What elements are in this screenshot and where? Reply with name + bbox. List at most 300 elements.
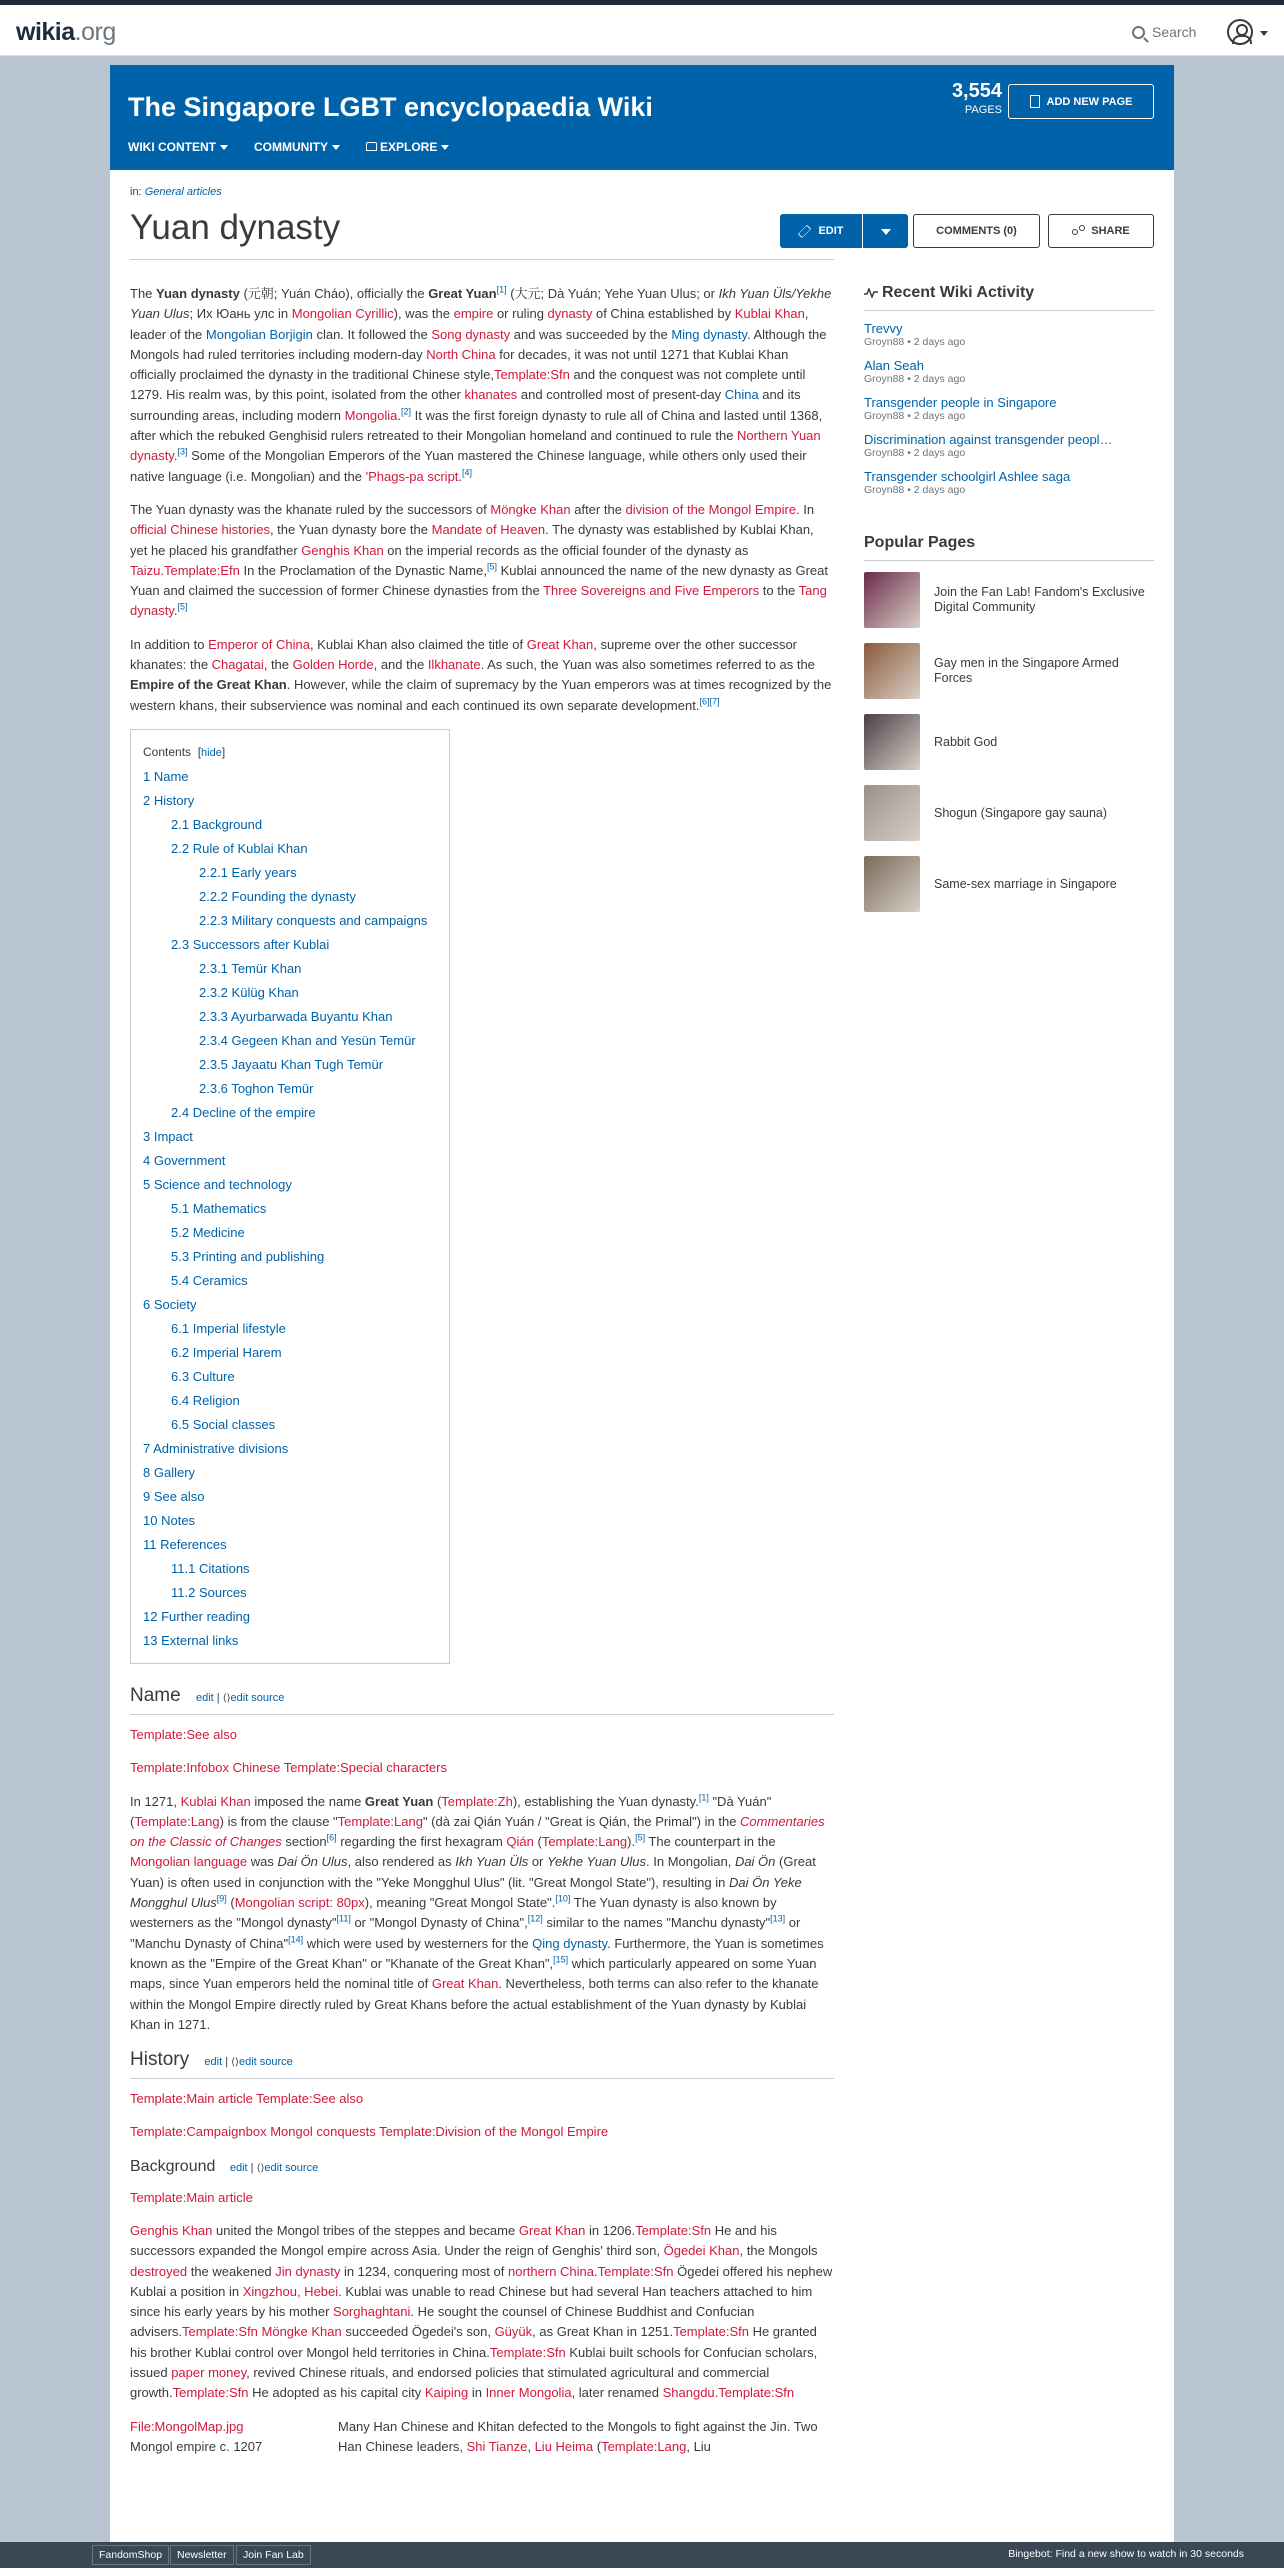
text-run: , also rendered as [347, 1854, 456, 1870]
toc-item[interactable] [137, 1149, 443, 1173]
category-link[interactable]: General articles [144, 186, 222, 198]
wiki-link[interactable]: Template:See also [130, 1726, 237, 1742]
toc-number[interactable]: 7 [143, 1440, 151, 1456]
toc-label[interactable]: Medicine [192, 1224, 245, 1240]
wiki-link[interactable]: Jin dynasty [275, 2263, 341, 2279]
citation-ref[interactable]: [12] [527, 1913, 543, 1924]
toc-item[interactable] [137, 1629, 443, 1653]
toc-number[interactable]: 3 [143, 1128, 151, 1144]
text-run: imposed the name [250, 1793, 365, 1809]
wiki-link[interactable]: Template:Lang [337, 1813, 423, 1829]
toc-item[interactable] [137, 1389, 443, 1413]
toc-label[interactable]: Jayaatu Khan Tugh Temür [231, 1056, 384, 1072]
text-run: . However, while the claim of supremacy by the Yuan emperors was at times recognized by the western khans, their subservience was nominal and each continued its own separate development. [130, 677, 832, 713]
text-run: Yuan dynasty [156, 286, 240, 301]
popular-list [864, 571, 1154, 913]
wiki-link[interactable]: Kublai Khan [734, 306, 805, 322]
wiki-link[interactable]: Mongolian Borjigin [205, 326, 313, 342]
citation-ref[interactable]: [15] [553, 1954, 569, 1965]
toc-label[interactable]: Culture [192, 1368, 235, 1384]
toc-item[interactable] [137, 1125, 443, 1149]
popular-page-item[interactable] [864, 571, 1154, 629]
toc-item[interactable] [137, 837, 443, 861]
edit-dropdown-button[interactable] [863, 214, 908, 248]
wiki-link[interactable]: destroyed [130, 2263, 188, 2279]
toc-item[interactable] [137, 813, 443, 837]
text-run: He adopted as his capital city [248, 2385, 425, 2401]
toc-item[interactable] [137, 1533, 443, 1557]
nav-community[interactable] [254, 140, 340, 154]
toc-number[interactable]: 4 [143, 1152, 151, 1168]
toc-label[interactable]: Further reading [161, 1608, 250, 1624]
page-title: Yuan dynasty [130, 208, 341, 247]
popular-pages-title: Popular Pages [864, 534, 1154, 561]
wiki-link[interactable]: Commentaries on the Classic of Changes [130, 1813, 825, 1850]
toc-label[interactable]: Toghon Temür [231, 1080, 314, 1096]
toc-item[interactable] [137, 1341, 443, 1365]
wiki-link[interactable]: khanates [464, 387, 518, 403]
citation-ref[interactable]: [5] [635, 1832, 646, 1843]
text-run: , as Great Khan in 1251. [532, 2324, 674, 2340]
toc-number[interactable]: 6 [143, 1296, 151, 1312]
text-run: Ögedei offered his nephew Kublai a position in [130, 2263, 833, 2299]
wiki-link[interactable]: Template:Sfn Möngke Khan [182, 2324, 342, 2340]
wiki-link[interactable]: northern China [508, 2263, 594, 2279]
section-title: Name [130, 1684, 181, 1706]
popular-page-thumbnail[interactable] [864, 714, 920, 770]
toc-number[interactable]: 6.5 [171, 1416, 190, 1432]
activity-link[interactable]: Transgender schoolgirl Ashlee saga [864, 469, 1071, 484]
citation-ref[interactable]: [9] [216, 1893, 227, 1904]
wiki-link[interactable]: Three Sovereigns and Five Emperors [543, 583, 760, 599]
citation-ref[interactable]: [11] [336, 1913, 351, 1924]
wiki-link[interactable]: Shi Tianze [466, 2438, 528, 2454]
toc-item[interactable] [137, 981, 443, 1005]
toc-label[interactable]: Society [153, 1296, 197, 1312]
wiki-link[interactable]: Qián [506, 1834, 534, 1850]
toc-number[interactable]: 13 [143, 1632, 158, 1648]
toc-number[interactable]: 2.3.6 [199, 1080, 228, 1096]
text-run: . [594, 2263, 598, 2279]
toc-label[interactable]: Temür Khan [231, 960, 302, 976]
toc-number[interactable]: 5.4 [171, 1272, 190, 1288]
wiki-link[interactable]: Great Khan [431, 1976, 499, 1992]
toc-number[interactable]: 2.2.1 [199, 864, 228, 880]
citation-ref[interactable]: [13] [770, 1913, 786, 1924]
text-run: , and the [373, 657, 428, 673]
wiki-link[interactable]: Kublai Khan [180, 1793, 251, 1809]
toc-number[interactable]: 5.3 [171, 1248, 190, 1264]
wiki-link[interactable]: official Chinese histories [130, 522, 270, 538]
toc-item[interactable] [137, 765, 443, 789]
toc-number[interactable]: 2.3.1 [199, 960, 228, 976]
edit-label: EDIT [818, 225, 844, 237]
wiki-link[interactable]: Golden Horde [292, 657, 374, 673]
toc-label[interactable]: Notes [161, 1512, 196, 1528]
wiki-link[interactable]: Mongolia [344, 407, 398, 423]
toc-item[interactable] [137, 1053, 443, 1077]
wikia-logo[interactable] [16, 18, 116, 47]
toc-item[interactable] [137, 1077, 443, 1101]
popular-page-thumbnail[interactable] [864, 643, 920, 699]
toc-label[interactable]: See also [153, 1488, 205, 1504]
toc-number[interactable]: 9 [143, 1488, 151, 1504]
toc-item[interactable] [137, 1581, 443, 1605]
wiki-link[interactable]: Chagatai [211, 657, 264, 673]
toc-item[interactable] [137, 1101, 443, 1125]
toc-number[interactable]: 2.2.3 [199, 912, 228, 928]
comments-button[interactable]: COMMENTS (0) [913, 214, 1040, 248]
text-run: on the imperial records as the official founder of the dynasty as [383, 542, 749, 558]
wiki-link[interactable]: Mongolian language [130, 1854, 248, 1870]
toc-item[interactable] [137, 1557, 443, 1581]
wiki-link[interactable]: Mandate of Heaven [431, 522, 546, 538]
bingebot-promo[interactable]: Bingebot: Find a new show to watch in 30 seconds [1008, 2548, 1244, 2560]
wiki-link[interactable]: Genghis Khan [301, 542, 384, 558]
wiki-link[interactable]: Great Khan [526, 636, 594, 652]
wiki-link[interactable]: Inner Mongolia [485, 2385, 572, 2401]
activity-link[interactable]: Trevvy [864, 321, 903, 336]
text-run: Ikh Yuan Üls [455, 1854, 529, 1870]
text-run: or [528, 1854, 548, 1870]
wiki-link[interactable]: Template:Lang [601, 2438, 687, 2454]
toc-item[interactable] [137, 1005, 443, 1029]
toc-item[interactable] [137, 1461, 443, 1485]
page-categories [130, 186, 222, 198]
wiki-link[interactable]: Qing dynasty [532, 1935, 608, 1951]
toc-label[interactable]: Impact [153, 1128, 193, 1144]
toc-label[interactable]: Successors after Kublai [192, 936, 330, 952]
toc-item[interactable] [137, 1173, 443, 1197]
wiki-link[interactable]: Template:Sfn [489, 2344, 566, 2360]
wiki-link[interactable]: Xingzhou, Hebei [242, 2283, 339, 2299]
wiki-link[interactable]: 'Phags-pa script [365, 468, 459, 484]
toc-number[interactable]: 2.3.2 [199, 984, 228, 1000]
toc-label[interactable]: Government [153, 1152, 226, 1168]
share-icon [1072, 225, 1084, 237]
wiki-link[interactable]: Song dynasty [431, 326, 511, 342]
toc-item[interactable] [137, 1365, 443, 1389]
wiki-link[interactable]: Template:Sfn [493, 367, 570, 383]
toc-number[interactable]: 11.1 [171, 1560, 196, 1576]
text-run: and the conquest was not complete until 1279. His realm was, by this point, isolated from the other [130, 367, 806, 403]
popular-page-item[interactable] [864, 713, 1154, 771]
citation-ref[interactable]: [4] [462, 467, 473, 478]
text-run: ), meaning "Great Mongol State". [364, 1895, 556, 1911]
toc-item[interactable] [137, 1317, 443, 1341]
wiki-link[interactable]: Template:Lang [541, 1834, 628, 1850]
citation-ref[interactable]: [5] [177, 602, 188, 613]
wiki-link[interactable]: dynasty [547, 306, 593, 322]
popular-page-item[interactable] [864, 784, 1154, 842]
popular-page-title[interactable]: Same-sex marriage in Singapore [934, 876, 1117, 891]
text-run: ( [433, 1793, 442, 1809]
wiki-link[interactable]: Tang dynasty [130, 583, 827, 619]
toc-item[interactable] [137, 789, 443, 813]
wiki-link[interactable]: Shangdu.Template:Sfn [662, 2385, 795, 2401]
toc-label[interactable]: Decline of the empire [192, 1104, 316, 1120]
wiki-link[interactable]: Mongolian script: 80px [234, 1895, 365, 1911]
toc-number[interactable]: 11.2 [171, 1584, 196, 1600]
global-search[interactable] [1132, 24, 1196, 40]
toc-item[interactable] [137, 1245, 443, 1269]
toc-item[interactable] [137, 1509, 443, 1533]
nav-label: WIKI CONTENT [128, 140, 216, 154]
activity-link[interactable]: Discrimination against transgender peopl… [864, 432, 1113, 447]
text-run: or ruling [493, 306, 548, 322]
toc-title: Contents [143, 744, 192, 759]
text-run: ) is from the clause " [219, 1813, 338, 1829]
toc-label[interactable]: External links [161, 1632, 239, 1648]
article-body [130, 284, 834, 2457]
toc-item[interactable] [137, 1437, 443, 1461]
toc-label[interactable]: Citations [198, 1560, 250, 1576]
toc-number[interactable]: 5 [143, 1176, 151, 1192]
wiki-link[interactable]: Template:Zh [441, 1793, 513, 1809]
citation-ref[interactable]: [10] [555, 1893, 571, 1904]
toc-number[interactable]: 6.4 [171, 1392, 190, 1408]
wiki-link[interactable]: Template:Main article Template:See also [130, 2091, 364, 2107]
wiki-link[interactable]: China [724, 387, 759, 403]
toc-number[interactable]: 5.1 [171, 1200, 190, 1216]
intro-paragraph [130, 635, 834, 716]
toc-number[interactable]: 6.2 [171, 1344, 190, 1360]
wiki-link[interactable]: Emperor of China [208, 636, 310, 652]
toc-label[interactable]: History [153, 792, 195, 808]
wiki-link[interactable]: Mongolian Cyrillic [291, 306, 394, 322]
wiki-link[interactable]: Ilkhanate [427, 657, 481, 673]
toc-label[interactable]: Imperial Harem [192, 1344, 282, 1360]
toc-label[interactable]: Science and technology [153, 1176, 292, 1192]
text-run: (Great Yuan) is often used in conjunction with the "Yeke Mongghul Ulus" (lit. "Great Mongol State"), resulting in [130, 1854, 816, 1890]
citation-ref[interactable]: [1] [698, 1792, 709, 1803]
toc-number[interactable]: 6.3 [171, 1368, 190, 1384]
toc-number[interactable]: 2.2 [171, 840, 190, 856]
toc-label[interactable]: Ceramics [192, 1272, 248, 1288]
template-line [130, 1725, 834, 1745]
text-run: ; Их Юань улс in [189, 306, 292, 322]
popular-page-title[interactable]: Rabbit God [934, 734, 998, 749]
citation-ref[interactable]: [2] [401, 406, 412, 417]
popular-page-thumbnail[interactable] [864, 785, 920, 841]
toc-number[interactable]: 2.3.4 [199, 1032, 228, 1048]
text-run: , later renamed [571, 2385, 663, 2401]
popular-page-thumbnail[interactable] [864, 572, 920, 628]
wiki-link[interactable]: Kaiping [424, 2385, 469, 2401]
toc-item[interactable] [137, 1605, 443, 1629]
activity-item [864, 432, 1154, 459]
wiki-link[interactable]: Taizu.Template:Efn [130, 562, 240, 578]
wiki-link[interactable]: Great Khan [518, 2222, 586, 2238]
popular-page-thumbnail[interactable] [864, 856, 920, 912]
join-fan-lab-button[interactable]: Join Fan Lab [236, 2545, 311, 2565]
toc-item[interactable] [137, 933, 443, 957]
wiki-link[interactable]: division of the Mongol Empire [625, 501, 797, 517]
text-run: in [468, 2385, 486, 2401]
edit-link[interactable]: edit [204, 2056, 223, 2069]
text-run: , revived Chinese rituals, and endorsed policies that stimulated agricultural and commercial growth. [130, 2365, 770, 2401]
toc-number[interactable]: 2 [143, 792, 151, 808]
text-run: In the Proclamation of the Dynastic Name, [239, 562, 487, 578]
toc-number[interactable]: 12 [143, 1608, 158, 1624]
text-run: ), establishing the Yuan dynasty. [512, 1793, 699, 1809]
table-of-contents [130, 729, 450, 1664]
wiki-link[interactable]: Genghis Khan [130, 2222, 213, 2238]
add-new-page-button[interactable] [1008, 84, 1154, 119]
edit-source-link[interactable]: edit source [238, 2056, 293, 2069]
wiki-link[interactable]: Template:Sfn [597, 2263, 674, 2279]
popular-page-title[interactable]: Shogun (Singapore gay sauna) [934, 805, 1108, 820]
intro-paragraph [130, 284, 834, 487]
wiki-link[interactable]: Ming dynasty [671, 326, 747, 342]
toc-number[interactable]: 2.3.5 [199, 1056, 228, 1072]
toc-number[interactable]: 10 [143, 1512, 158, 1528]
explore-icon [366, 142, 377, 151]
toc-label[interactable]: Rule of Kublai Khan [192, 840, 308, 856]
edit-link[interactable]: edit [195, 1691, 214, 1704]
chevron-down-icon[interactable] [1260, 31, 1268, 40]
toc-label[interactable]: Sources [198, 1584, 247, 1600]
toc-label[interactable]: Social classes [192, 1416, 276, 1432]
section-title: Background [130, 2157, 216, 2175]
wiki-link[interactable]: Ögedei Khan [663, 2243, 740, 2259]
toc-item[interactable] [137, 1413, 443, 1437]
popular-page-item[interactable] [864, 642, 1154, 700]
wiki-link[interactable]: Template:Lang [134, 1813, 220, 1829]
toc-label[interactable]: Administrative divisions [153, 1440, 289, 1456]
share-button[interactable] [1048, 214, 1154, 248]
text-run: , the [263, 657, 293, 673]
toc-label[interactable]: Military conquests and campaigns [231, 912, 428, 928]
citation-ref[interactable]: [5] [486, 561, 497, 572]
toc-number[interactable]: 6.1 [171, 1320, 190, 1336]
popular-page-title[interactable]: Gay men in the Singapore Armed Forces [934, 656, 1119, 685]
toc-number[interactable]: 8 [143, 1464, 151, 1480]
citation-ref[interactable]: [14] [288, 1934, 304, 1945]
map-file-link[interactable]: File:MongolMap.jpg [130, 2418, 244, 2434]
toc-label[interactable]: Founding the dynasty [231, 888, 356, 904]
text-run: Empire of the Great Khan [130, 677, 287, 693]
text-run: Yekhe Yuan Ulus [547, 1854, 647, 1870]
toc-label[interactable]: Early years [231, 864, 297, 880]
toc-label[interactable]: Gegeen Khan and Yesün Temür [231, 1032, 416, 1048]
toc-number[interactable]: 2.2.2 [199, 888, 228, 904]
wiki-link[interactable]: Template:Sfn [635, 2222, 712, 2238]
toc-label[interactable]: References [160, 1536, 227, 1552]
toc-item[interactable] [137, 957, 443, 981]
toc-hide-link[interactable]: hide [201, 746, 222, 759]
nav-wiki-content[interactable] [128, 140, 228, 154]
toc-number[interactable]: 2.4 [171, 1104, 190, 1120]
user-avatar-icon[interactable] [1227, 19, 1253, 45]
toc-item[interactable] [137, 1221, 443, 1245]
edit-button[interactable] [780, 214, 862, 248]
toc-number[interactable]: 1 [143, 768, 151, 784]
toc-item[interactable] [137, 1197, 443, 1221]
text-run: or "Mongol Dynasty of China", [350, 1915, 528, 1931]
activity-meta: Groyn88 • 2 days ago [864, 484, 966, 496]
text-run: regarding the first hexagram [336, 1834, 507, 1850]
toc-label[interactable]: Külüg Khan [231, 984, 299, 1000]
text-run: succeeded Ögedei's son, [341, 2324, 495, 2340]
edit-source-link[interactable]: edit source [264, 2161, 319, 2174]
name-paragraph [130, 1792, 834, 2036]
edit-source-link[interactable]: edit source [230, 1691, 285, 1704]
toc-label[interactable]: Religion [192, 1392, 240, 1408]
citation-ref[interactable]: [6][7] [699, 696, 720, 707]
text-run: . In Mongolian, [646, 1854, 735, 1870]
text-run: of China established by [592, 306, 735, 322]
toc-number[interactable]: 2.3 [171, 936, 190, 952]
citation-ref[interactable]: [3] [177, 447, 188, 458]
newsletter-button[interactable]: Newsletter [170, 2545, 234, 2565]
toc-item[interactable] [137, 1269, 443, 1293]
activity-link[interactable]: Alan Seah [864, 358, 924, 373]
toc-number[interactable]: 11 [143, 1536, 157, 1552]
popular-page-item[interactable] [864, 855, 1154, 913]
toc-item[interactable] [137, 885, 443, 909]
toc-label[interactable]: Name [153, 768, 189, 784]
wiki-title[interactable]: The Singapore LGBT encyclopaedia Wiki [128, 92, 653, 122]
toc-number[interactable]: 2.1 [171, 816, 190, 832]
toc-label[interactable]: Printing and publishing [192, 1248, 325, 1264]
wiki-link[interactable]: paper money [171, 2365, 247, 2381]
activity-list [864, 321, 1154, 496]
wiki-link[interactable]: Sorghaghtani [333, 2304, 411, 2320]
text-run: Dai Ön [734, 1854, 776, 1870]
section-title: History [130, 2049, 190, 2071]
toc-number[interactable]: 2.3.3 [199, 1008, 228, 1024]
fandomshop-button[interactable]: FandomShop [92, 2545, 169, 2565]
citation-ref[interactable]: [6] [326, 1832, 337, 1843]
wiki-link[interactable]: Template:Sfn [673, 2324, 749, 2340]
wiki-link[interactable]: Template:Infobox Chinese Template:Special characters [130, 1760, 447, 1776]
activity-link[interactable]: Transgender people in Singapore [864, 395, 1057, 410]
edit-link[interactable]: edit [229, 2161, 248, 2174]
wiki-link[interactable]: Template:Sfn [172, 2385, 249, 2401]
wiki-nav [128, 140, 449, 154]
toc-label[interactable]: Imperial lifestyle [192, 1320, 286, 1336]
text-run: and its surrounding areas, including modern [130, 387, 801, 423]
toc-item[interactable] [137, 1293, 443, 1317]
wiki-link[interactable]: Möngke Khan [490, 501, 571, 517]
wiki-link[interactable]: North China [426, 346, 496, 362]
toc-label[interactable]: Background [192, 816, 263, 832]
toc-label[interactable]: Gallery [153, 1464, 196, 1480]
wiki-link[interactable]: Liu Heima [534, 2438, 594, 2454]
text-run: . [173, 448, 178, 464]
toc-label[interactable]: Ayurbarwada Buyantu Khan [230, 1008, 393, 1024]
text-run: ( [533, 1834, 542, 1850]
text-run: , Kublai Khan also claimed the title of [309, 636, 527, 652]
toc-item[interactable] [137, 1485, 443, 1509]
citation-ref[interactable]: [1] [496, 284, 507, 295]
toc-label[interactable]: Mathematics [192, 1200, 267, 1216]
toc-number[interactable]: 5.2 [171, 1224, 190, 1240]
toc-item[interactable] [137, 1029, 443, 1053]
nav-explore[interactable] [366, 140, 449, 154]
text-run: He granted his brother Kublai control over Mongol held territories in China. [130, 2324, 817, 2360]
toc-item[interactable] [137, 861, 443, 885]
wiki-link[interactable]: Northern Yuan dynasty [130, 428, 821, 464]
toc-item[interactable] [137, 909, 443, 933]
wiki-link[interactable]: Güyük [494, 2324, 533, 2340]
text-run: Some of the Mongolian Emperors of the Yuan mastered the Chinese language, while others only used their native language (i.e. Mongolian) and the [130, 448, 807, 484]
wiki-link[interactable]: Template:Campaignbox Mongol conquests Template:Division of the Mongol Empire [130, 2124, 609, 2140]
wiki-link[interactable]: empire [453, 306, 494, 322]
wiki-link[interactable]: Template:Main article [130, 2189, 253, 2205]
popular-page-title[interactable]: Join the Fan Lab! Fandom's Exclusive Digital Community [934, 585, 1145, 614]
